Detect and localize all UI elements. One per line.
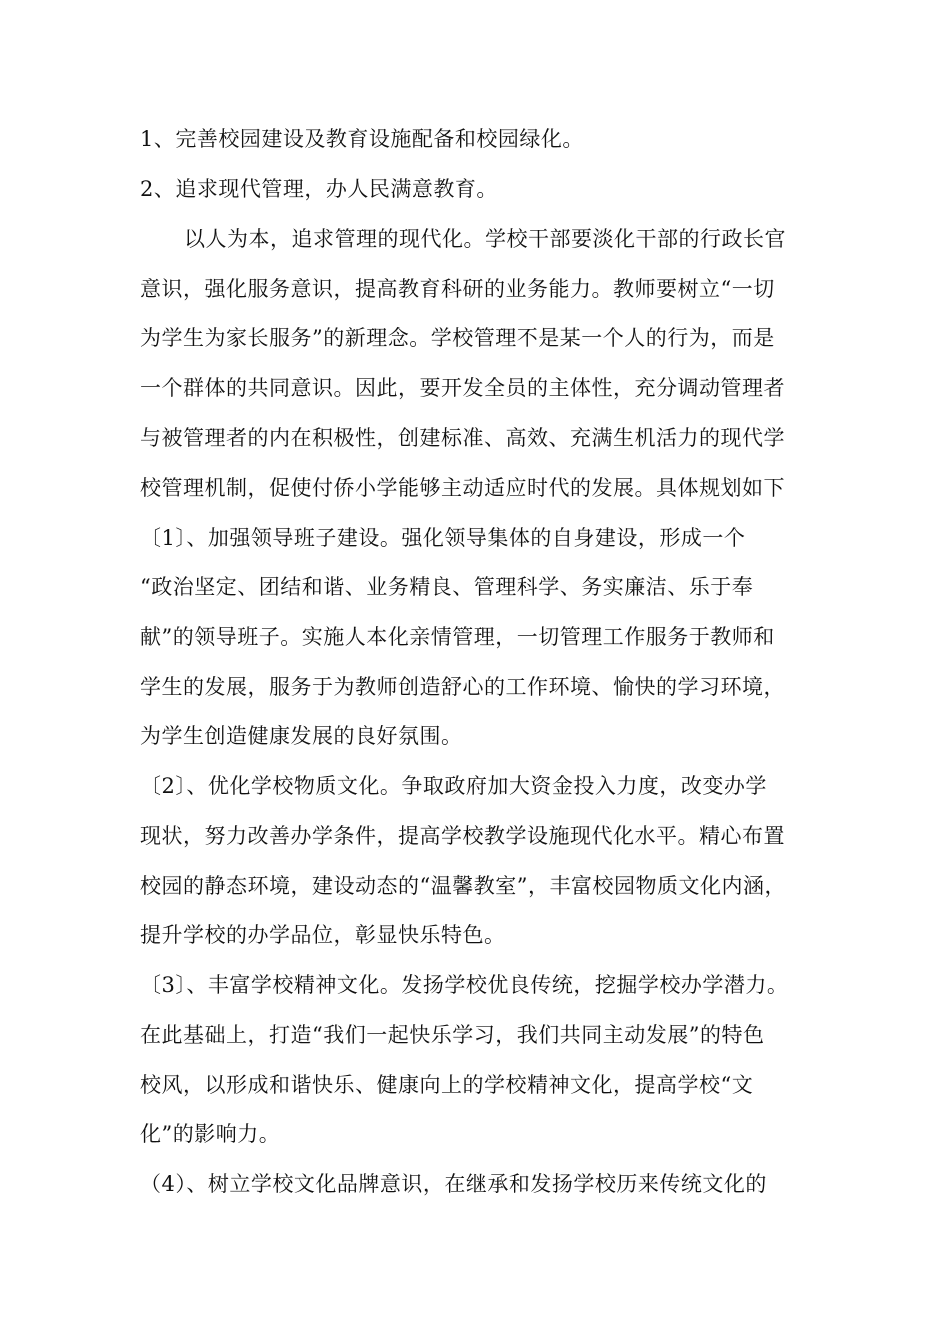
list-item-line: 校园的静态环境，建设动态的“温馨教室”，丰富校园物质文化内涵，: [140, 874, 786, 898]
list-item-line: 校风，以形成和谐快乐、健康向上的学校精神文化，提高学校“文: [140, 1073, 754, 1097]
heading-item-1: 1、完善校园建设及教育设施配备和校园绿化。: [140, 127, 584, 151]
paragraph-line: 一个群体的共同意识。因此，要开发全员的主体性，充分调动管理者: [140, 376, 785, 400]
list-item-line: 现状，努力改善办学条件，提高学校教学设施现代化水平。精心布置: [140, 824, 785, 848]
list-item-line: 提升学校的办学品位，彰显快乐特色。: [140, 923, 506, 947]
list-item-line: 为学生创造健康发展的良好氛围。: [140, 724, 463, 748]
list-item-line: 学生的发展，服务于为教师创造舒心的工作环境、愉快的学习环境，: [140, 675, 785, 699]
list-item-line: “政治坚定、团结和谐、业务精良、管理科学、务实廉洁、乐于奉: [140, 575, 754, 599]
list-item-line: 〔3〕、丰富学校精神文化。发扬学校优良传统，挖掘学校办学潜力。: [140, 973, 789, 997]
heading-item-2: 2、追求现代管理，办人民满意教育。: [140, 177, 498, 201]
list-item-line: （4）、树立学校文化品牌意识，在继承和发扬学校历来传统文化的: [140, 1172, 767, 1196]
list-item-line: 在此基础上，打造“我们一起快乐学习，我们共同主动发展”的特色: [140, 1023, 765, 1047]
list-item-line: 化”的影响力。: [140, 1122, 281, 1146]
list-item-line: 献”的领导班子。实施人本化亲情管理，一切管理工作服务于教师和: [140, 625, 775, 649]
paragraph-line: 意识，强化服务意识，提高教育科研的业务能力。教师要树立“一切: [140, 277, 775, 301]
paragraph-line: 为学生为家长服务”的新理念。学校管理不是某一个人的行为，而是: [140, 326, 775, 350]
list-item-line: 〔1〕、加强领导班子建设。强化领导集体的自身建设，形成一个: [140, 526, 746, 550]
paragraph-line: 以人为本，追求管理的现代化。学校干部要淡化干部的行政长官: [184, 227, 786, 251]
paragraph-line: 与被管理者的内在积极性，创建标准、高效、充满生机活力的现代学: [140, 426, 785, 450]
paragraph-line: 校管理机制，促使付侨小学能够主动适应时代的发展。具体规划如下: [140, 476, 785, 500]
list-item-line: 〔2〕、优化学校物质文化。争取政府加大资金投入力度，改变办学: [140, 774, 767, 798]
